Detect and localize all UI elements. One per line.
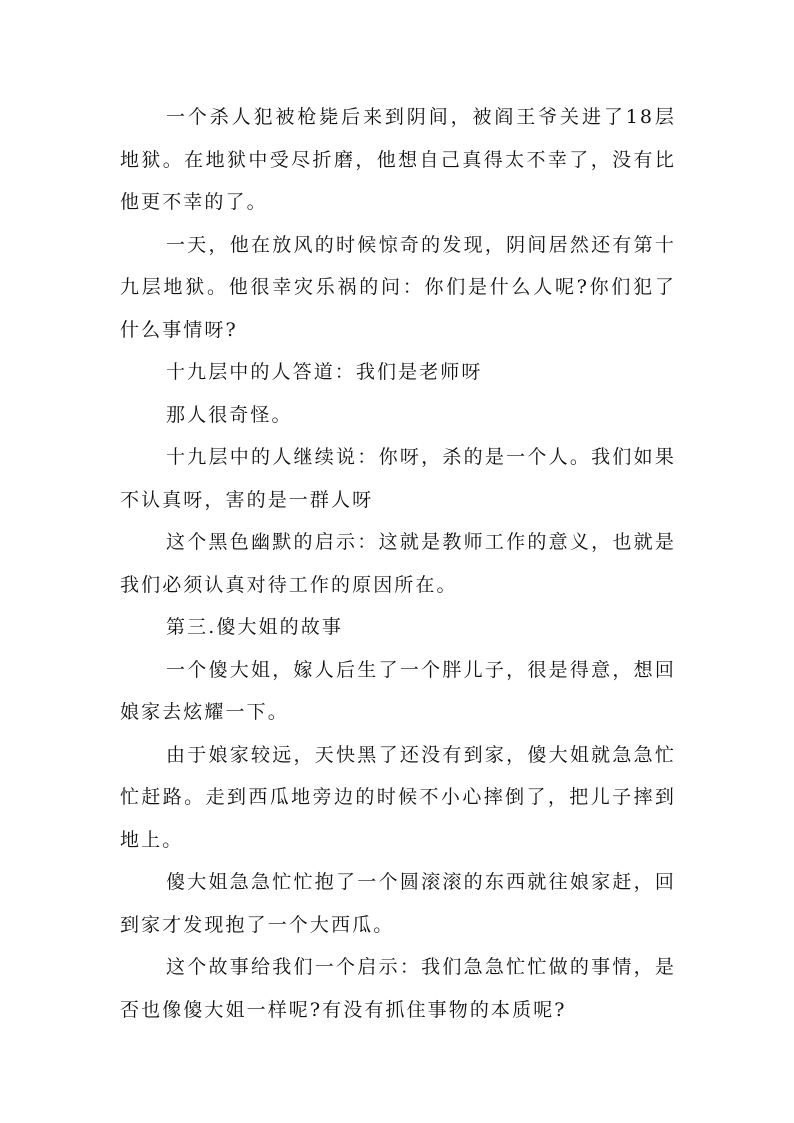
paragraph-nineteenth-floor: 一天，他在放风的时候惊奇的发现，阴间居然还有第十九层地狱。他很幸灾乐祸的问：你们是什么人呢?你们犯了什么事情呀? — [120, 233, 676, 341]
paragraph-hurry-road: 由于娘家较远，天快黑了还没有到家，傻大姐就急急忙忙赶路。走到西瓜地旁边的时候不小心摔倒了，把儿子摔到地上。 — [120, 743, 676, 851]
paragraph-continue: 十九层中的人继续说：你呀，杀的是一个人。我们如果不认真呀，害的是一群人呀 — [120, 446, 676, 511]
paragraph-moral: 这个故事给我们一个启示：我们急急忙忙做的事情，是否也像傻大姐一样呢?有没有抓住事物的本质呢? — [120, 956, 676, 1021]
paragraph-teacher-answer: 十九层中的人答道：我们是老师呀 — [166, 361, 483, 383]
paragraph-strange: 那人很奇怪。 — [166, 403, 293, 426]
paragraph-dark-humor: 这个黑色幽默的启示：这就是教师工作的意义，也就是我们必须认真对待工作的原因所在。 — [120, 531, 676, 596]
paragraph-killer-hell: 一个杀人犯被枪毙后来到阴间，被阎王爷关进了18层地狱。在地狱中受尽折磨，他想自己真得太不幸了，没有比他更不幸的了。 — [120, 106, 676, 213]
document-page — [120, 96, 676, 1031]
paragraph-watermelon: 傻大姐急急忙忙抱了一个圆滚滚的东西就往娘家赶，回到家才发现抱了一个大西瓜。 — [120, 871, 676, 936]
paragraph-silly-sister-intro: 一个傻大姐，嫁人后生了一个胖儿子，很是得意，想回娘家去炫耀一下。 — [120, 658, 676, 723]
section-heading-silly-sister: 第三.傻大姐的故事 — [166, 616, 343, 638]
